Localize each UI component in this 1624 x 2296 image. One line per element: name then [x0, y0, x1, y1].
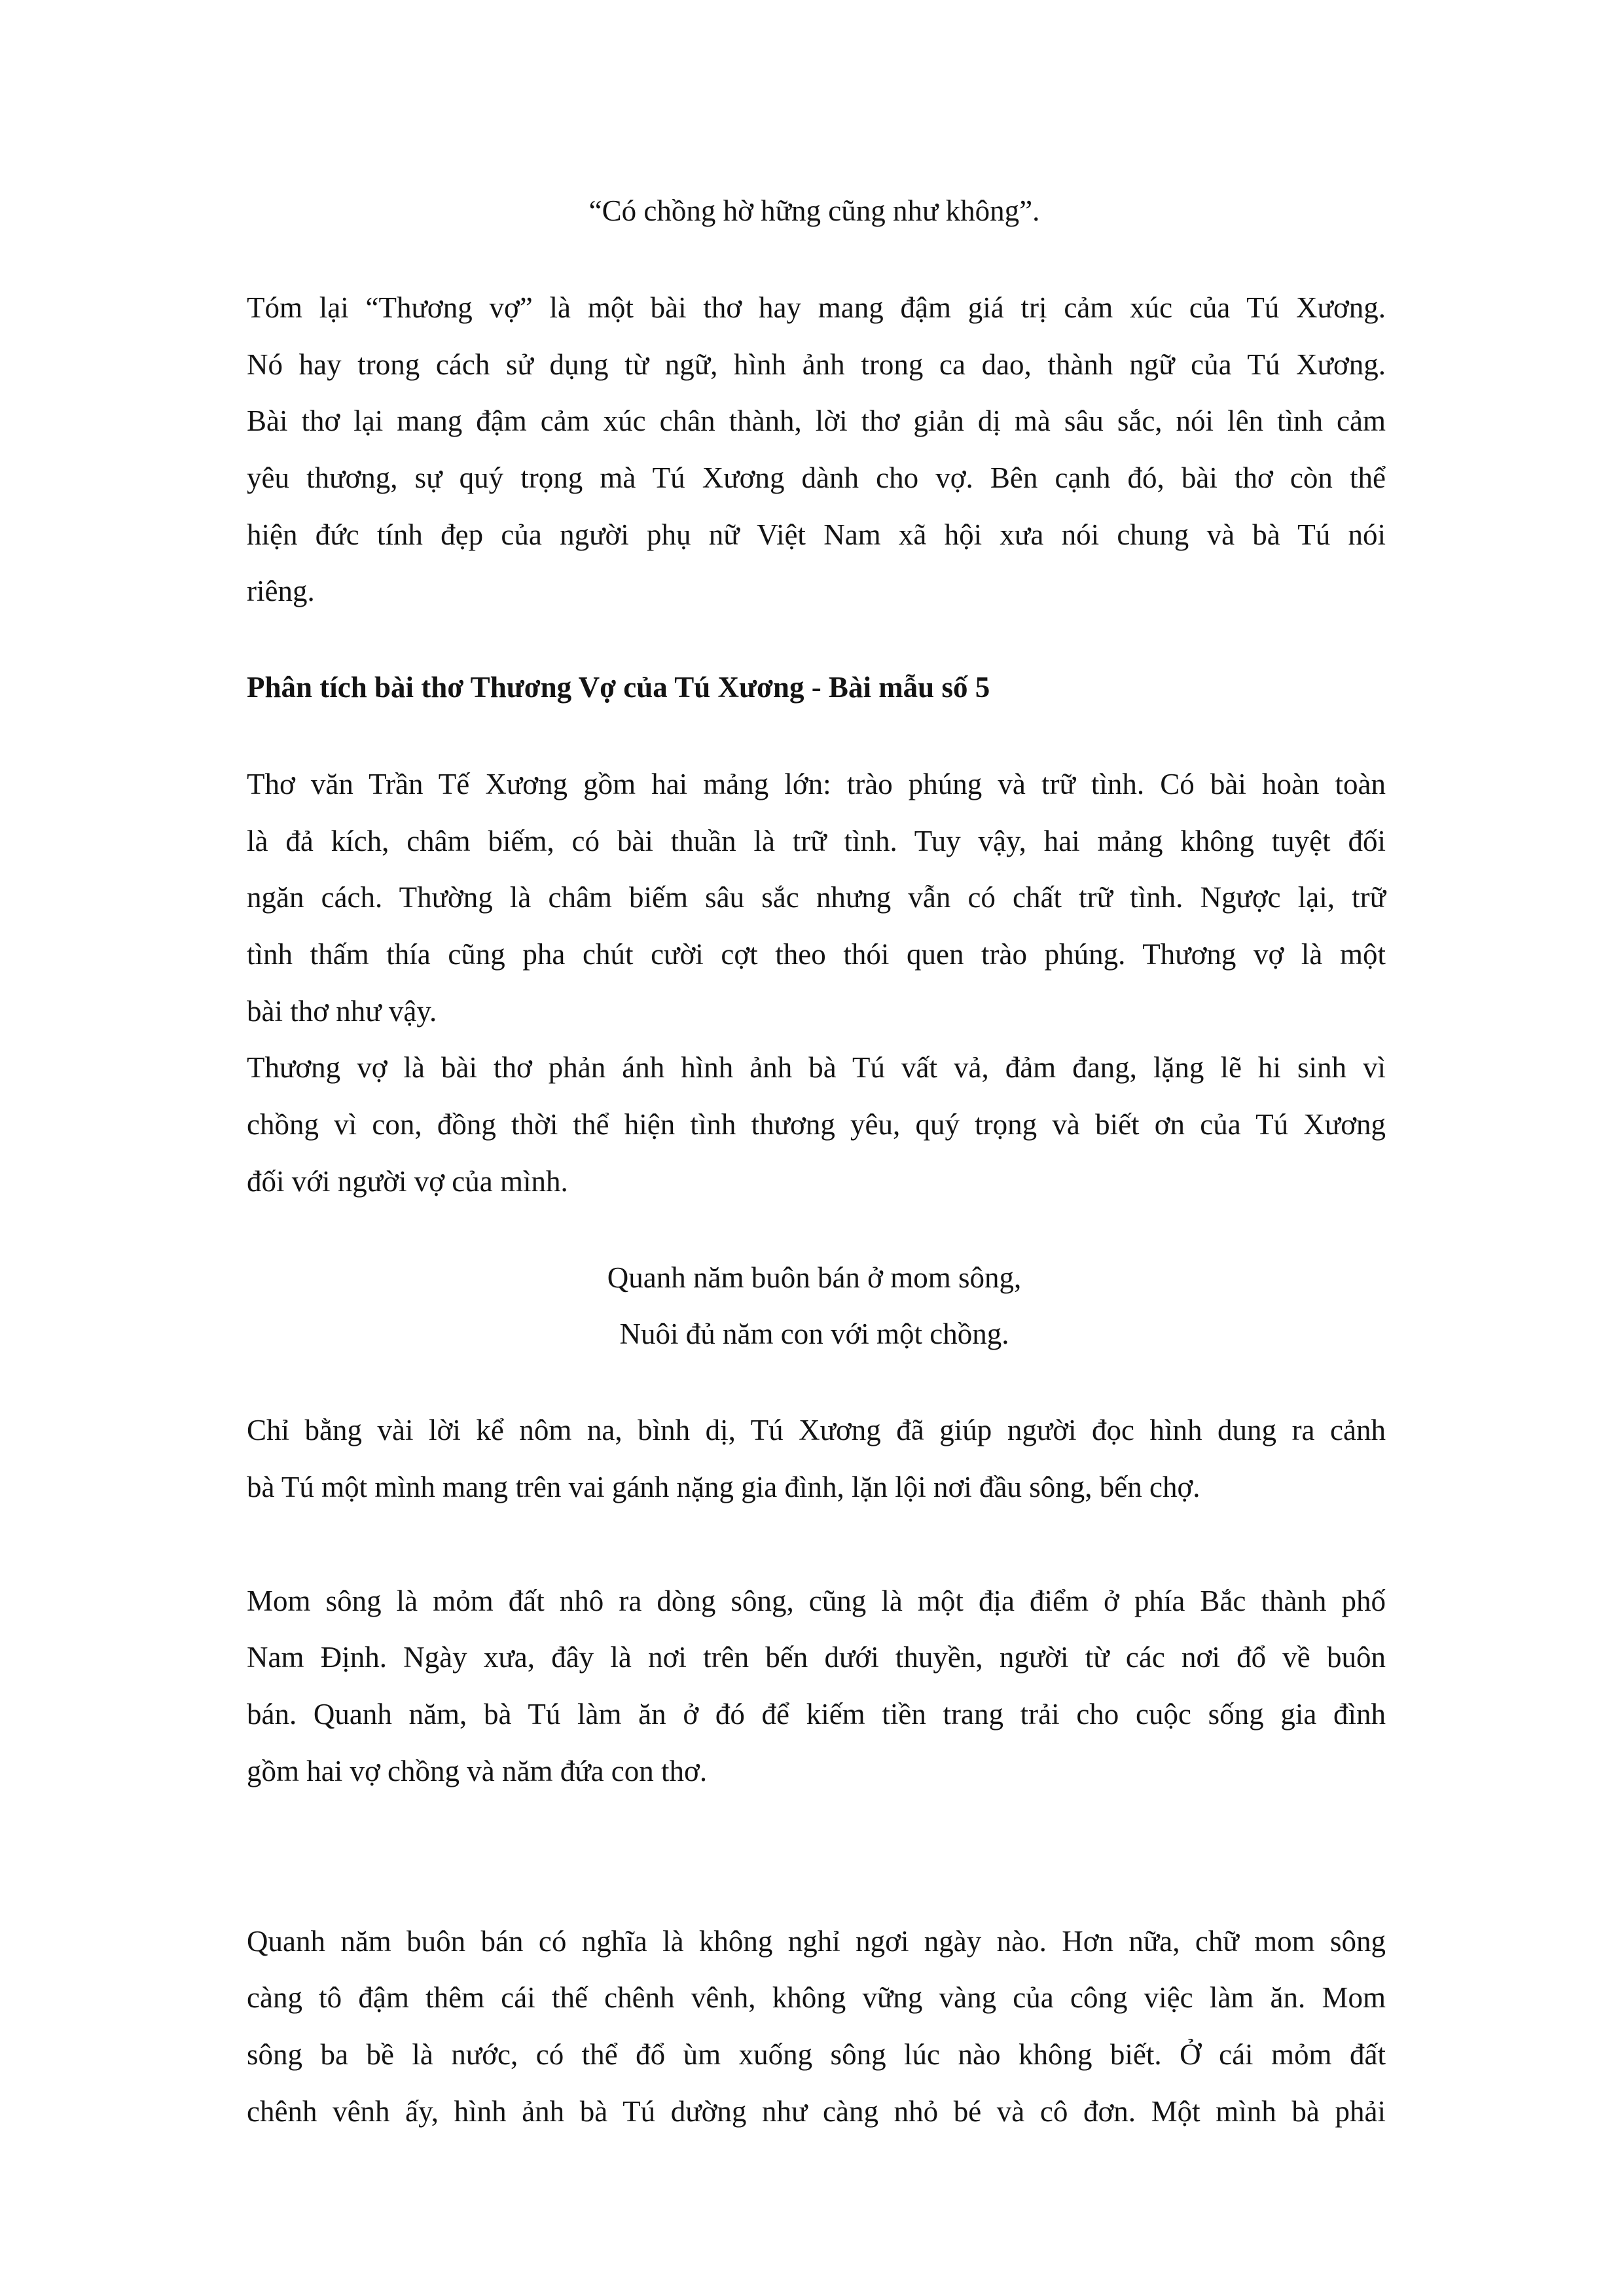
text-line: yêu thương, sự quý trọng mà Tú Xương dành cho vợ. Bên cạnh đó, bài thơ còn thể [247, 461, 1386, 494]
text-line: Bài thơ lại mang đậm cảm xúc chân thành, lời thơ giản dị mà sâu sắc, nói lên tình cảm [247, 404, 1386, 437]
poem-line: Nuôi đủ năm con với một chồng. [619, 1318, 1009, 1350]
text-line: Chỉ bằng vài lời kể nôm na, bình dị, Tú Xương đã giúp người đọc hình dung ra cảnh [247, 1414, 1386, 1446]
opening-quote: “Có chồng hờ hững cũng như không”. [588, 194, 1040, 227]
text-line: ngăn cách. Thường là châm biếm sâu sắc nhưng vẫn có chất trữ tình. Ngược lại, trữ [247, 881, 1386, 914]
text-line: Quanh năm buôn bán có nghĩa là không nghỉ ngơi ngày nào. Hơn nữa, chữ mom sông [247, 1925, 1386, 1958]
section-heading: Phân tích bài thơ Thương Vợ của Tú Xương - Bài mẫu số 5 [247, 671, 990, 704]
text-line: tình thấm thía cũng pha chút cười cợt theo thói quen trào phúng. Thương vợ là một [247, 938, 1386, 971]
text-line: bài thơ như vậy. [247, 995, 437, 1028]
text-line: sông ba bề là nước, có thể đổ ùm xuống sông lúc nào không biết. Ở cái mỏm đất [247, 2038, 1386, 2071]
poem-line: Quanh năm buôn bán ở mom sông, [607, 1261, 1022, 1294]
text-line: chồng vì con, đồng thời thể hiện tình thương yêu, quý trọng và biết ơn của Tú Xương [247, 1108, 1386, 1141]
text-line: gồm hai vợ chồng và năm đứa con thơ. [247, 1755, 708, 1787]
text-line: bà Tú một mình mang trên vai gánh nặng gia đình, lặn lội nơi đầu sông, bến chợ. [247, 1471, 1200, 1503]
text-line: Nam Định. Ngày xưa, đây là nơi trên bến dưới thuyền, người từ các nơi đổ về buôn [247, 1641, 1386, 1674]
text-line: Nó hay trong cách sử dụng từ ngữ, hình ảnh trong ca dao, thành ngữ của Tú Xương. [247, 348, 1386, 381]
text-line: Thơ văn Trần Tế Xương gồm hai mảng lớn: trào phúng và trữ tình. Có bài hoàn toàn [247, 768, 1386, 800]
text-line: càng tô đậm thêm cái thế chênh vênh, không vững vàng của công việc làm ăn. Mom [247, 1981, 1386, 2014]
text-line: bán. Quanh năm, bà Tú làm ăn ở đó để kiếm tiền trang trải cho cuộc sống gia đình [247, 1698, 1386, 1731]
text-line: riêng. [247, 575, 315, 607]
text-line: Mom sông là mỏm đất nhô ra dòng sông, cũng là một địa điểm ở phía Bắc thành phố [247, 1585, 1386, 1617]
text-line: là đả kích, châm biếm, có bài thuần là trữ tình. Tuy vậy, hai mảng không tuyệt đối [247, 825, 1386, 857]
text-line: Thương vợ là bài thơ phản ánh hình ảnh bà Tú vất vả, đảm đang, lặng lẽ hi sinh vì [247, 1051, 1386, 1084]
text-line: hiện đức tính đẹp của người phụ nữ Việt Nam xã hội xưa nói chung và bà Tú nói [247, 518, 1386, 551]
text-line: đối với người vợ của mình. [247, 1165, 568, 1198]
text-line: chênh vênh ấy, hình ảnh bà Tú dường như càng nhỏ bé và cô đơn. Một mình bà phải [247, 2095, 1386, 2128]
text-line: Tóm lại “Thương vợ” là một bài thơ hay mang đậm giá trị cảm xúc của Tú Xương. [247, 291, 1386, 324]
